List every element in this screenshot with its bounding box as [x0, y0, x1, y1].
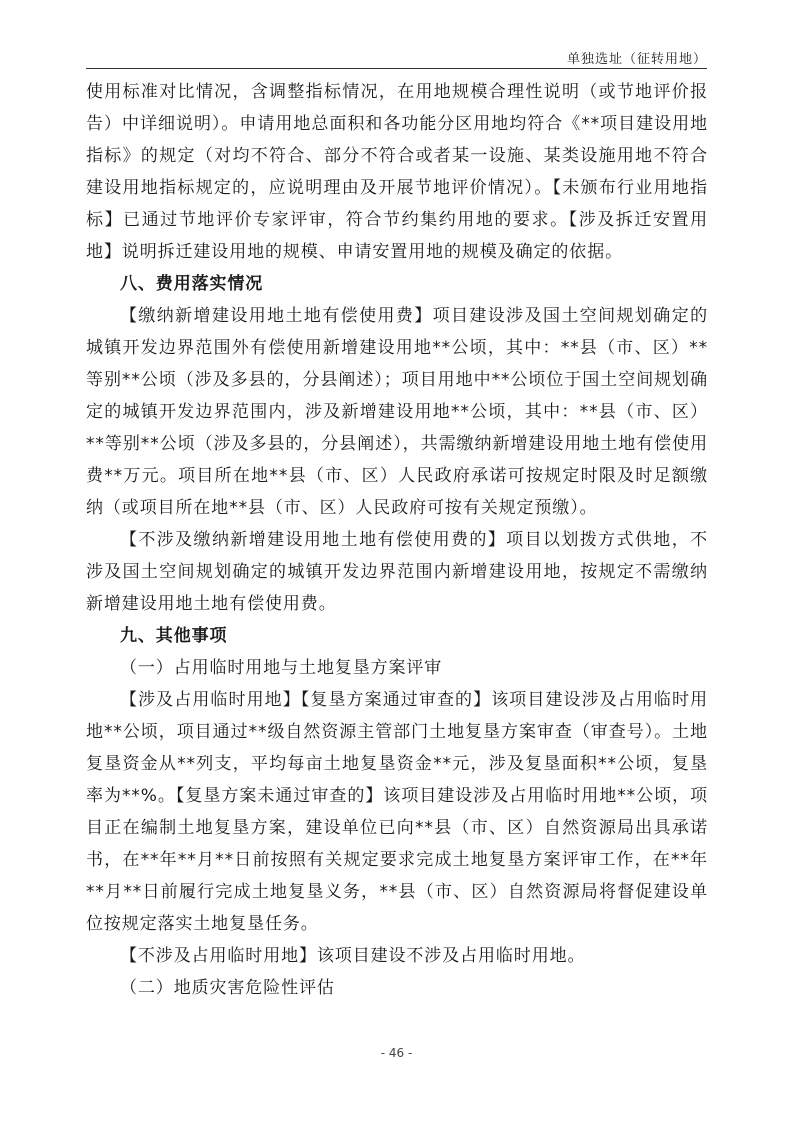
- page-header: [86, 44, 707, 69]
- header-title: 单独选址（征转用地）: [566, 52, 707, 67]
- page-number: - 46 -: [380, 1046, 413, 1060]
- section-heading-other-matters: 九、其他事项: [120, 626, 228, 646]
- subsection-heading-geohazard: （二）地质灾害危险性评估: [120, 978, 335, 998]
- paragraph-temporary-land: 【涉及占用临时用地】【复垦方案通过审查的】该项目建设涉及占用临时用地**公顷，项目通过**级自然资源主管部门土地复垦方案审查（审查号）。土地复垦资金从**列支，平均每亩土地复垦资金**元，涉及复垦面积**公顷，复垦率为**%。【复垦方案未通过审查的】该项目建设涉及占用临时用地**公顷，项目正在编制土地复垦方案，建设单位已向**县（市、区）自然资源局出具承诺书，在**年**月**日前按照有关规定要求完成土地复垦方案评审工作，在**年**月**日前履行完成土地复垦义务，**县（市、区）自然资源局将督促建设单位按规定落实土地复垦任务。: [86, 690, 708, 934]
- document-body: [86, 76, 708, 1004]
- paragraph-paid-use-fee: 【缴纳新增建设用地土地有偿使用费】项目建设涉及国土空间规划确定的城镇开发边界范围外有偿使用新增建设用地**公顷，其中：**县（市、区）**等别**公顷（涉及多县的，分县阐述）；项目用地中**公顷位于国土空间规划确定的城镇开发边界范围内，涉及新增建设用地**公顷，其中：**县（市、区）**等别**公顷（涉及多县的，分县阐述），共需缴纳新增建设用地土地有偿使用费**万元。项目所在地**县（市、区）人民政府承诺可按规定时限及时足额缴纳（或项目所在地**县（市、区）人民政府可按有关规定预缴）。: [86, 306, 708, 518]
- paragraph-no-paid-use-fee: 【不涉及缴纳新增建设用地土地有偿使用费的】项目以划拨方式供地，不涉及国土空间规划确定的城镇开发边界范围内新增建设用地，按规定不需缴纳新增建设用地土地有偿使用费。: [86, 530, 708, 614]
- paragraph-land-use-standard: 使用标准对比情况，含调整指标情况，在用地规模合理性说明（或节地评价报告）中详细说明）。申请用地总面积和各功能分区用地均符合《**项目建设用地指标》的规定（对均不符合、部分不符合或者某一设施、某类设施用地不符合建设用地指标规定的，应说明理由及开展节地评价情况）。【未颁布行业用地指标】已通过节地评价专家评审，符合节约集约用地的要求。【涉及拆迁安置用地】说明拆迁建设用地的规模、申请安置用地的规模及确定的依据。: [86, 82, 708, 262]
- paragraph-no-temporary-land: 【不涉及占用临时用地】该项目建设不涉及占用临时用地。: [120, 946, 586, 966]
- section-heading-costs: 八、费用落实情况: [120, 274, 264, 294]
- subsection-heading-temporary-land: （一）占用临时用地与土地复垦方案评审: [120, 658, 443, 678]
